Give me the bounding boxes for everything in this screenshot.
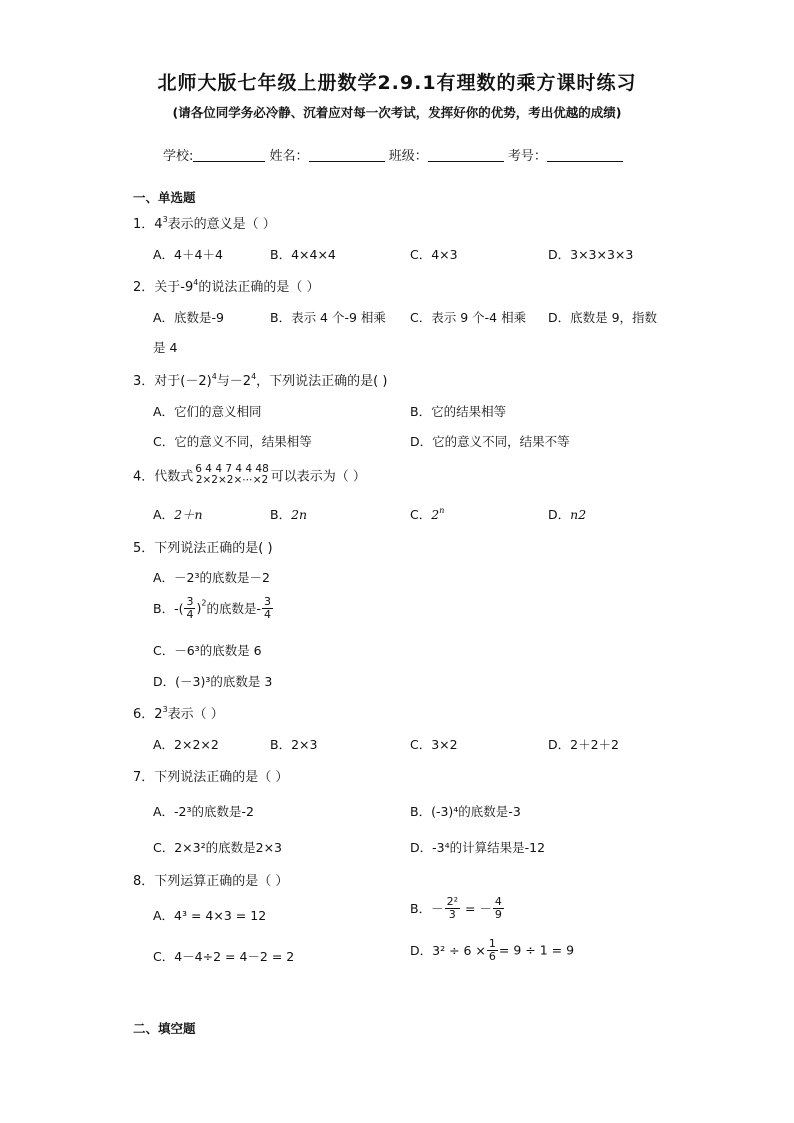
q4-option-c[interactable]: C．2$^n$	[410, 506, 445, 522]
power-base: 4	[154, 217, 163, 232]
school-blank[interactable]	[193, 147, 265, 162]
q1-option-c[interactable]: C．4×3	[410, 247, 458, 262]
q8-option-c[interactable]: C．4－4÷2 = 4－2 = 2	[153, 949, 295, 964]
q3-option-c[interactable]: C．它的意义不同，结果相等	[153, 434, 312, 449]
q3-option-d[interactable]: D．它的意义不同，结果不等	[410, 434, 570, 449]
q5-option-a[interactable]: A．－2³的底数是－2	[153, 570, 270, 585]
q5-option-b[interactable]: B．-( $\frac{3}{4}$ )$^2$的底数是- $\frac{3}{4}$	[153, 595, 271, 621]
q6-option-b[interactable]: B．2×3	[270, 737, 318, 752]
q5-option-c[interactable]: C．－6³的底数是 6	[153, 643, 262, 658]
power-exponent: 3	[162, 705, 168, 714]
fraction: $\frac{1}{6}$	[488, 937, 496, 963]
product-chain: 2×2×2×⋯×2	[195, 474, 269, 487]
q4-option-b[interactable]: B．2n	[270, 507, 308, 522]
section-heading-single-choice: 一、单选题	[133, 190, 196, 205]
q2-option-d-continued: 是 4	[153, 340, 178, 355]
question-text: ，下列说法正确的是( )	[256, 374, 388, 389]
power-exponent: 4	[251, 372, 257, 381]
fraction: $\frac{3}{4}$	[186, 595, 194, 621]
q7-option-b[interactable]: B．(-3)⁴的底数是-3	[410, 804, 521, 819]
q2-option-c[interactable]: C．表示 9 个-4 相乘	[410, 310, 527, 325]
question-6: 6．$2^3$表示（ ）	[133, 705, 224, 722]
page-subtitle: (请各位同学务必冷静、沉着应对每一次考试，发挥好你的优势，考出优越的成绩)	[172, 105, 622, 120]
q7-option-c[interactable]: C．2×3²的底数是2×3	[153, 840, 282, 855]
q8-option-d[interactable]: D．3² ÷ 6 × $\frac{1}{6}$ = 9 ÷ 1 = 9	[410, 937, 575, 963]
q8-option-a[interactable]: A．4³ = 4×3 = 12	[153, 908, 267, 923]
q6-option-c[interactable]: C．3×2	[410, 737, 458, 752]
fraction: $\frac{4}{9}$	[494, 895, 502, 921]
class-label: 班级：	[388, 149, 428, 164]
question-text: 与－2	[216, 374, 252, 389]
question-text: 4．代数式	[133, 469, 194, 485]
question-8: 8．下列运算正确的是（ ）	[133, 874, 289, 889]
name-label: 姓名：	[269, 149, 309, 164]
q6-option-a[interactable]: A．2×2×2	[153, 737, 219, 752]
q4-option-d[interactable]: D．n2	[548, 507, 587, 522]
q2-option-a[interactable]: A．底数是-9	[153, 310, 225, 325]
q1-option-d[interactable]: D．3×3×3×3	[548, 247, 634, 262]
exam-number-blank[interactable]	[547, 147, 623, 162]
power-exponent: 4	[193, 278, 199, 287]
class-blank[interactable]	[428, 147, 504, 162]
student-info-row	[163, 145, 623, 164]
question-2	[133, 276, 319, 295]
q3-option-b[interactable]: B．它的结果相等	[410, 404, 507, 419]
page-title: 北师大版七年级上册数学2.9.1有理数的乘方课时练习	[157, 72, 637, 94]
power-exponent: 3	[162, 215, 168, 224]
exam-number-label: 考号：	[507, 149, 547, 164]
school-label: 学校:	[163, 149, 194, 164]
q1-option-a[interactable]: A．4＋4＋4	[153, 247, 223, 262]
question-4	[133, 464, 366, 486]
q6-option-d[interactable]: D．2＋2＋2	[548, 737, 619, 752]
q7-option-d[interactable]: D．-3⁴的计算结果是-12	[410, 840, 546, 855]
q7-option-a[interactable]: A．-2³的底数是-2	[153, 804, 254, 819]
question-7: 7．下列说法正确的是（ ）	[133, 770, 289, 785]
section-heading-fill-in: 二、填空题	[133, 1021, 196, 1036]
question-text: 2．关于	[133, 280, 181, 295]
question-5: 5．下列说法正确的是( )	[133, 541, 273, 556]
q2-option-b[interactable]: B．表示 4 个-9 相乘	[270, 310, 386, 325]
fraction: $\frac{3}{4}$	[263, 595, 271, 621]
question-1	[133, 213, 276, 232]
question-text: 的说法正确的是（ ）	[198, 280, 320, 295]
power-base: -9	[180, 280, 194, 295]
q8-option-b[interactable]: B．－ $\frac{\text{2²}}{3}$ = － $\frac{4}{9}$	[410, 895, 502, 921]
product-expression	[194, 464, 269, 486]
question-number: 1．	[133, 217, 155, 232]
q5-option-d[interactable]: D．(－3)³的底数是 3	[153, 674, 273, 689]
question-text: 3．对于(－2)	[133, 374, 212, 389]
power-exponent: 4	[211, 372, 217, 381]
question-text: 可以表示为（ ）	[270, 469, 366, 485]
q2-option-d[interactable]: D．底数是 9，指数	[548, 310, 658, 325]
power-base: 2	[154, 707, 163, 722]
fraction: $\frac{\text{2²}}{3}$	[446, 895, 458, 921]
question-text: 表示的意义是（ ）	[167, 217, 276, 232]
q1-option-b[interactable]: B．4×4×4	[270, 247, 336, 262]
underbrace-label: 6 4 4 7 4 4 48	[195, 463, 269, 475]
question-3	[133, 370, 387, 389]
name-blank[interactable]	[309, 147, 385, 162]
q4-option-a[interactable]: A．2＋n	[153, 507, 203, 522]
q3-option-a[interactable]: A．它们的意义相同	[153, 404, 262, 419]
